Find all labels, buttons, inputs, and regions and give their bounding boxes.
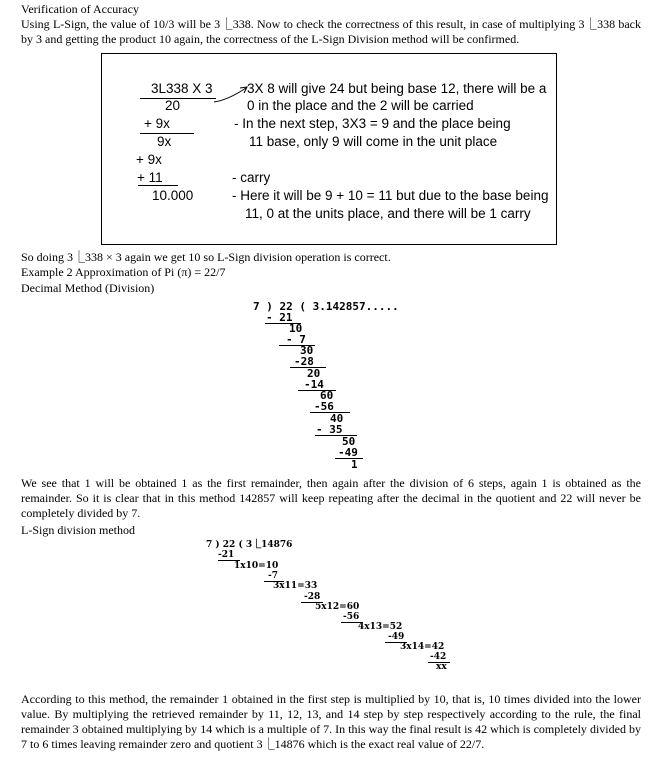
box-left-line: 3L338 X 3	[151, 81, 213, 96]
lsign-step: xx	[436, 662, 447, 672]
lsign-header: 7 ) 22 ( 3⎿14876	[206, 540, 293, 550]
division-header: 7 ) 22 ( 3.142857.....	[253, 300, 399, 313]
division-step: -28	[294, 355, 314, 368]
method-heading: Decimal Method (Division)	[21, 281, 155, 295]
division-step: 60	[320, 389, 334, 402]
box-left-line: 9x	[157, 134, 172, 149]
division-step: - 21	[266, 311, 293, 324]
box-right-line: 0 in the place and the 2 will be carried	[247, 98, 474, 113]
intro-paragraph: Using L-Sign, the value of 10/3 will be 3⎿338. Now to check the correctness of this result, in case of multiplying 3⎿338 back by 3 and getting the product 10 again, the correctness of the L-Sign Division method will be confirmed.	[21, 17, 641, 46]
division-step: 10	[289, 322, 303, 335]
division-step: 50	[342, 435, 356, 448]
lsign-step: 5x12=60	[315, 602, 360, 612]
box-right-line: 11 base, only 9 will come in the unit place	[249, 134, 498, 149]
division-step: 30	[300, 344, 314, 357]
lsign-step: 3x14=42	[400, 642, 445, 652]
carry-arrow	[212, 84, 252, 106]
box-left-line: + 11	[137, 170, 163, 185]
lsign-step: -7	[268, 571, 278, 581]
division-step: -49	[338, 446, 358, 459]
box-left-line: + 9x	[144, 116, 170, 131]
box-right-line: - Here it will be 9 + 10 = 11 but due to the base being	[232, 188, 549, 203]
box-right-line: 11, 0 at the units place, and there will be 1 carry	[245, 206, 531, 221]
lsign-step: -56	[343, 612, 360, 622]
division-step: -14	[304, 378, 324, 391]
underline	[138, 185, 178, 186]
section-heading: Verification of Accuracy	[21, 2, 139, 16]
box-right-line: - carry	[232, 170, 271, 185]
lsign-step: -49	[388, 632, 405, 642]
division-step: -56	[314, 400, 334, 413]
example-heading: Example 2 Approximation of Pi (π) = 22/7	[21, 265, 226, 279]
division-step: 20	[307, 367, 321, 380]
lsign-step: -28	[304, 592, 321, 602]
lsign-step: -21	[218, 550, 235, 560]
lsign-step: -42	[430, 652, 447, 662]
division-step: - 35	[316, 423, 343, 436]
box-left-line: + 9x	[136, 152, 162, 167]
division-step: 1	[351, 458, 358, 471]
box-left-line: 10.000	[152, 188, 194, 203]
lsign-explanation: According to this method, the remainder 1 obtained in the first step is multiplied by 10, that is, 10 times divided into the lower value. By multiplying the retrieved remainder by 11, 12, 13, and 14 step by step respectively according to the rule, the final remainder 3 obtained multiplying by 14 which is a multiple of 7. In this way the final result is 42 which is completely divided by 7 to 6 times leaving remainder zero and quotient 3⎿14876 which is the exact real value of 22/7.	[21, 692, 641, 751]
box-right-line: 3X 8 will give 24 but being base 12, there will be a	[247, 81, 547, 96]
lsign-step: 4x13=52	[358, 622, 403, 632]
lsign-step: 1x10=10	[234, 561, 279, 571]
lsign-step: 3x11=33	[273, 581, 318, 591]
box-left-line: 20	[165, 98, 181, 113]
division-step: 40	[330, 412, 344, 425]
underline	[335, 458, 363, 459]
decimal-explanation: We see that 1 will be obtained 1 as the first remainder, then again after the division of 6 steps, again 1 is obtained as the remainder. So it is clear that in this method 142857 will keep repeating after the decimal in the quotient and 22 will never be completely divided by 7.	[21, 476, 641, 520]
conclusion-line: So doing 3⎿338 × 3 again we get 10 so L-Sign division operation is correct.	[21, 250, 391, 264]
box-right-line: - In the next step, 3X3 = 9 and the place being	[234, 116, 511, 131]
division-step: - 7	[286, 333, 306, 346]
lsign-heading: L-Sign division method	[21, 523, 135, 537]
